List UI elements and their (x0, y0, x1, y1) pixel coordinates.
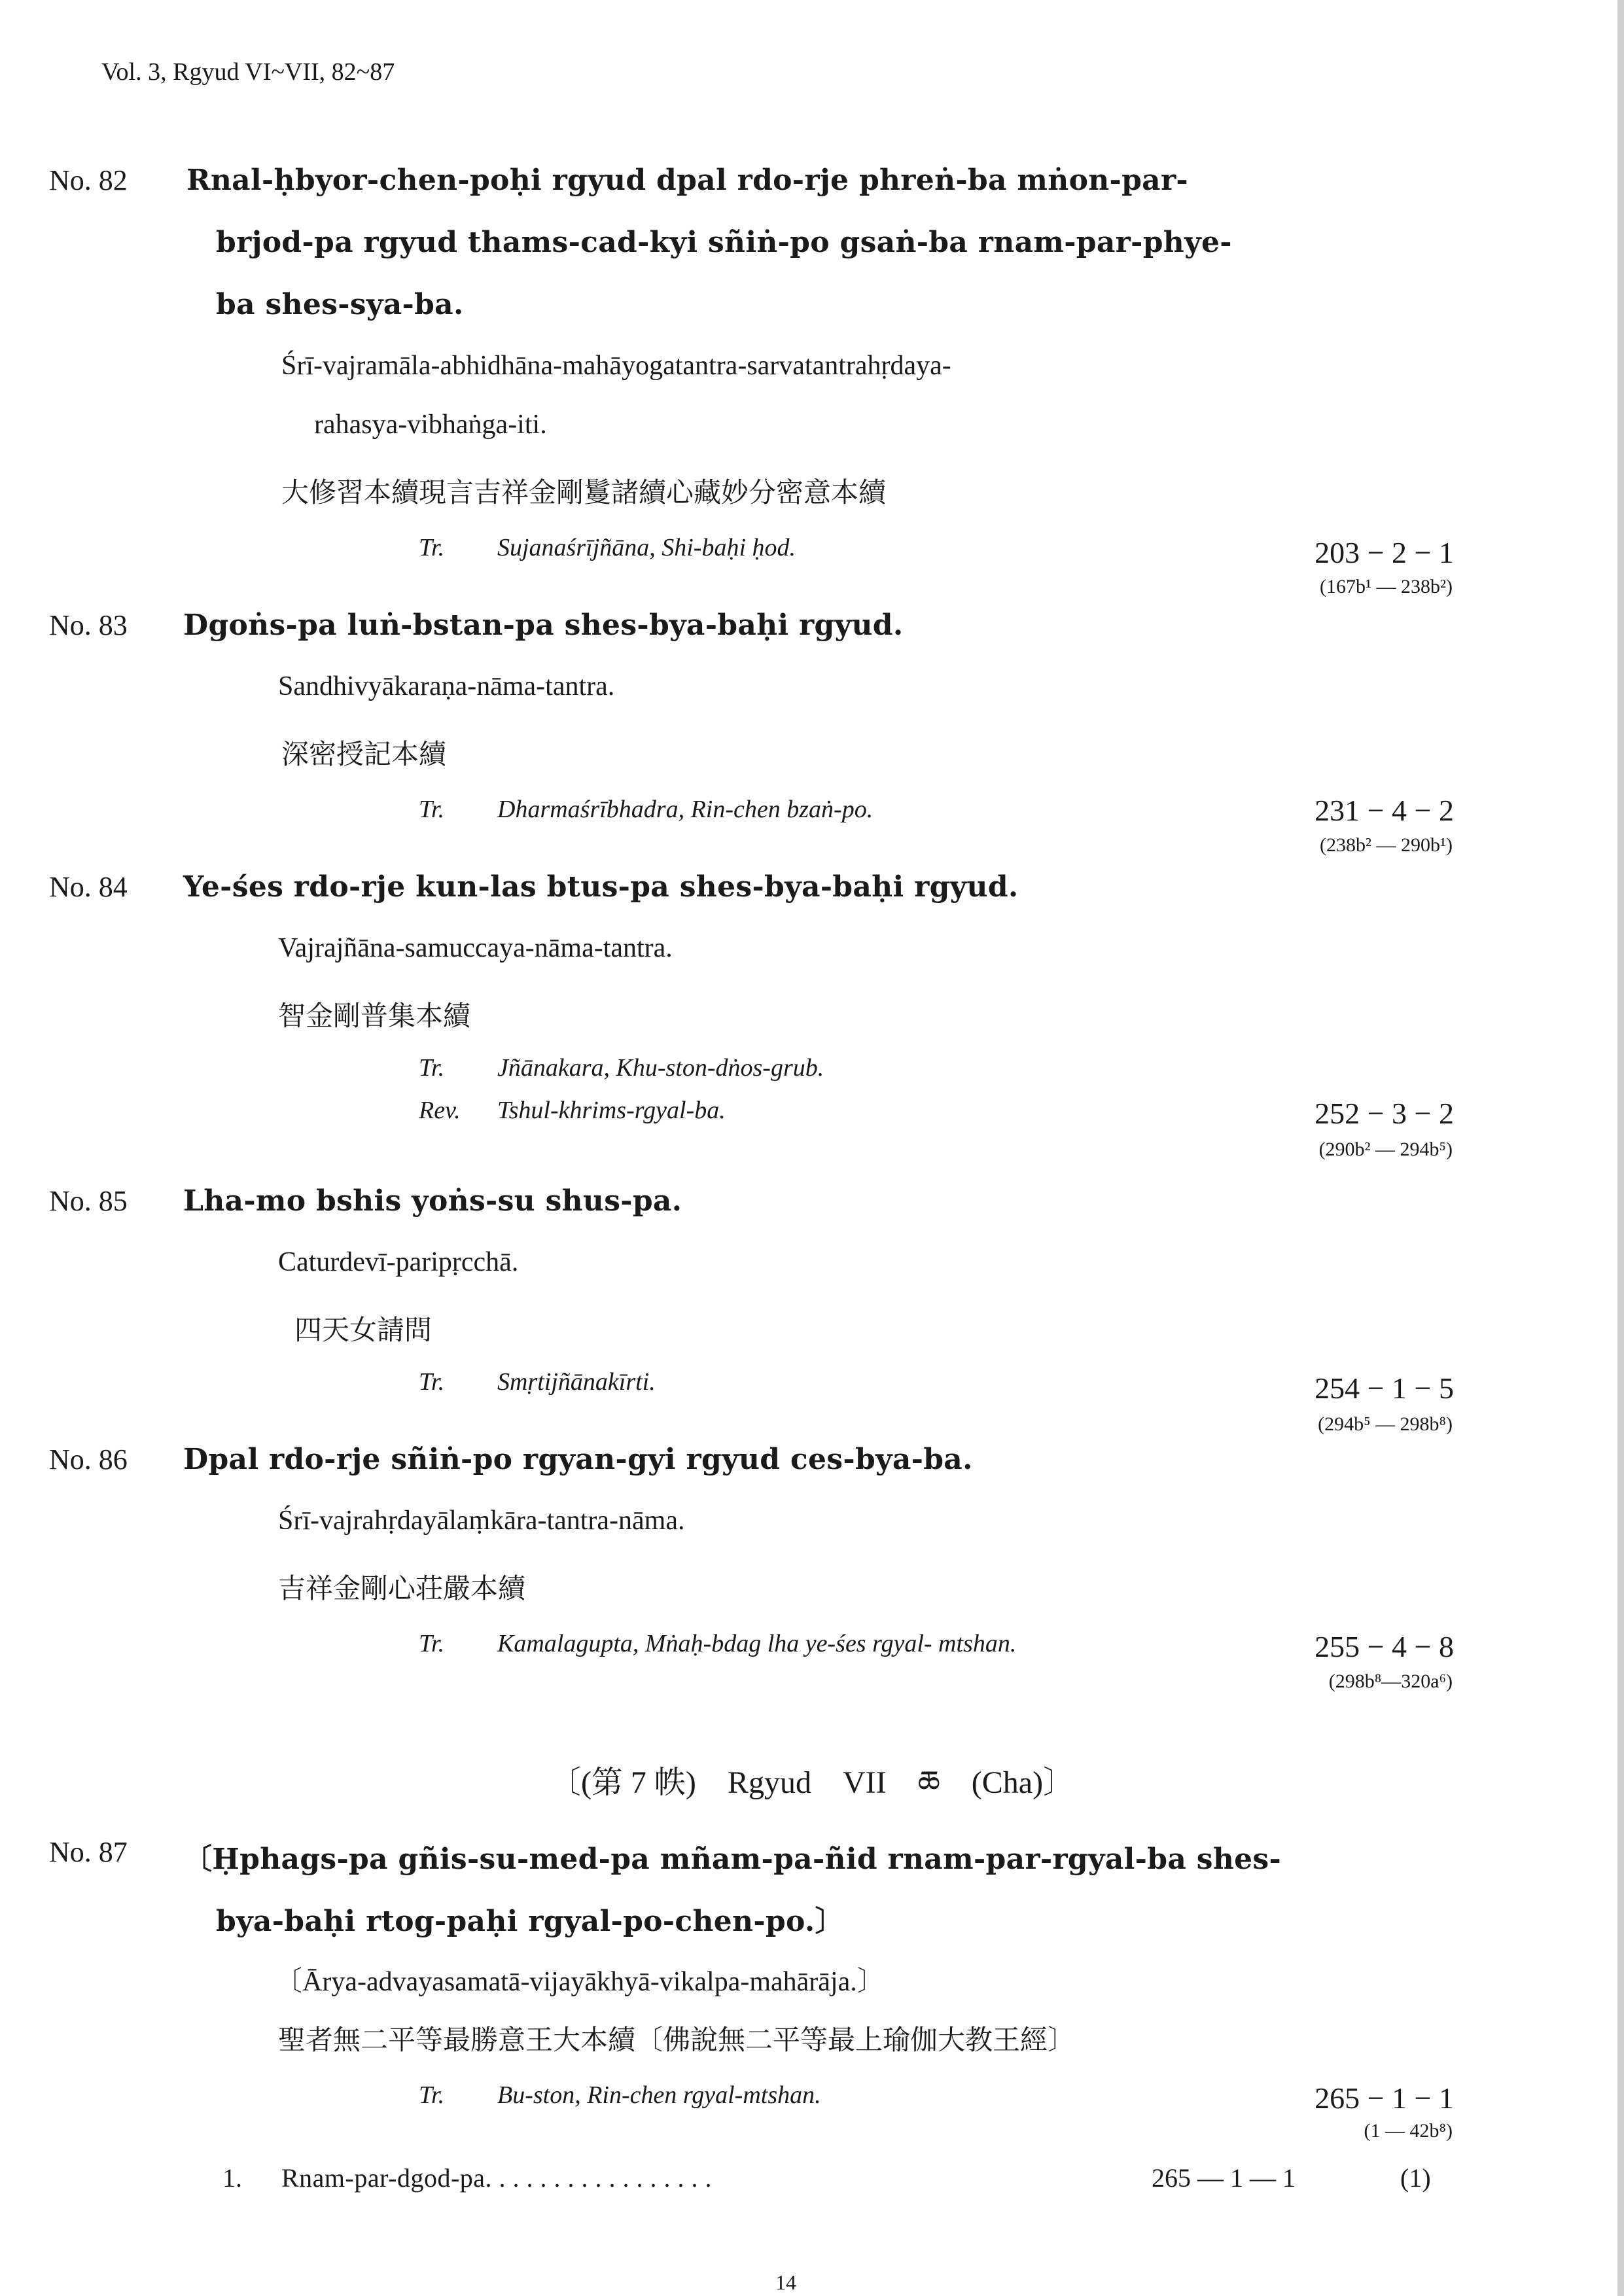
page-reference: 265 − 1 − 1 (1315, 2081, 1454, 2115)
folio-range: (1 — 42b⁸) (1364, 2120, 1453, 2142)
tibetan-title-line: bya-baḥi rtog-paḥi rgyal-po-chen-po.〕 (216, 1905, 844, 1938)
chinese-title: 大修習本續現言吉祥金剛鬘諸續心藏妙分密意本續 (281, 476, 887, 508)
tibetan-title-line: ba shes-sya-ba. (216, 288, 464, 321)
page-number: 14 (775, 2270, 796, 2294)
chinese-title: 聖者無二平等最勝意王大本續〔佛說無二平等最上瑜伽大教王經〕 (278, 2024, 1076, 2056)
page-reference: 255 − 4 − 8 (1315, 1630, 1454, 1663)
toc-label: Rnam-par-dgod-pa. . . . . . . . . . . . . . . . . (281, 2163, 713, 2193)
sanskrit-title-line: rahasya-vibhaṅga-iti. (314, 410, 547, 440)
reviser-label: Rev. (419, 1097, 461, 1124)
page-reference: 252 − 3 − 2 (1315, 1097, 1454, 1130)
chinese-title: 深密授記本續 (281, 738, 447, 770)
sanskrit-title-line: Śrī-vajramāla-abhidhāna-mahāyogatantra-sarvatantrahṛdaya- (281, 351, 951, 381)
section-rgyud: Rgyud (727, 1765, 811, 1800)
entry-number: No. 87 (49, 1836, 128, 1868)
translator-label: Tr. (419, 2081, 445, 2109)
section-volume-number: VII (842, 1765, 887, 1800)
toc-page-reference: 265 — 1 — 1 (1152, 2163, 1296, 2193)
entry-number: No. 83 (49, 609, 128, 641)
section-volume-label: 〔(第 7 帙) (549, 1765, 696, 1800)
tibetan-title-line: Rnal-ḥbyor-chen-poḥi rgyud dpal rdo-rje phreṅ-ba mṅon-par- (186, 164, 1188, 197)
toc-section-number: (1) (1400, 2163, 1431, 2193)
translator-label: Tr. (419, 1368, 445, 1396)
tibetan-title-line: Lha-mo bshis yoṅs-su shus-pa. (183, 1184, 682, 1218)
translator-names: Kamalagupta, Mṅaḥ-bdag lha ye-śes rgyal- mtshan. (497, 1630, 1017, 1657)
tibetan-title-line: Dpal rdo-rje sñiṅ-po rgyan-gyi rgyud ces-bya-ba. (183, 1443, 973, 1476)
folio-range: (298b⁸—320a⁶) (1328, 1670, 1453, 1692)
chinese-title: 智金剛普集本續 (278, 1000, 471, 1032)
translator-names: Sujanaśrījñāna, Shi-baḥi ḥod. (497, 534, 796, 561)
chinese-title: 吉祥金剛心荘嚴本續 (278, 1572, 526, 1604)
folio-range: (290b² — 294b⁵) (1318, 1139, 1453, 1160)
toc-number: 1. (222, 2163, 242, 2193)
translator-names: Smṛtijñānakīrti. (497, 1368, 656, 1396)
page-reference: 254 − 1 − 5 (1315, 1371, 1454, 1405)
chinese-title: 四天女請問 (294, 1314, 432, 1346)
sanskrit-title-line: Vajrajñāna-samuccaya-nāma-tantra. (278, 933, 673, 963)
tibetan-title-line: Dgoṅs-pa luṅ-bstan-pa shes-bya-baḥi rgyud. (183, 609, 904, 642)
folio-range: (238b² — 290b¹) (1320, 834, 1453, 856)
translator-names: Bu-ston, Rin-chen rgyal-mtshan. (497, 2081, 821, 2109)
running-header: Vol. 3, Rgyud VI~VII, 82~87 (101, 58, 395, 86)
page-reference: 231 − 4 − 2 (1315, 794, 1454, 827)
translator-names: Jñānakara, Khu-ston-dṅos-grub. (497, 1054, 824, 1082)
reviser-names: Tshul-khrims-rgyal-ba. (497, 1097, 726, 1124)
section-cha: (Cha)〕 (971, 1765, 1075, 1800)
translator-label: Tr. (419, 796, 445, 823)
entry-number: No. 85 (49, 1185, 128, 1217)
section-heading (0, 1747, 1624, 1835)
translator-label: Tr. (419, 1630, 445, 1657)
sanskrit-title-line: Sandhivyākaraṇa-nāma-tantra. (278, 671, 615, 701)
folio-range: (167b¹ — 238b²) (1320, 576, 1453, 597)
section-tibetan-letter: ཆ (917, 1764, 940, 1801)
folio-range: (294b⁵ — 298b⁸) (1318, 1413, 1453, 1435)
page-reference: 203 − 2 − 1 (1315, 536, 1454, 569)
entry-number: No. 84 (49, 871, 128, 903)
entry-number: No. 82 (49, 164, 128, 196)
sanskrit-title: 〔Ārya-advayasamatā-vijayākhyā-vikalpa-mahārāja.〕 (275, 1967, 885, 1997)
tibetan-title-line: Ye-śes rdo-rje kun-las btus-pa shes-bya-baḥi rgyud. (183, 870, 1019, 904)
sanskrit-title-line: Caturdevī-paripṛcchā. (278, 1247, 519, 1277)
translator-label: Tr. (419, 1054, 445, 1082)
translator-label: Tr. (419, 534, 445, 561)
page-edge (1617, 0, 1624, 2296)
entry-number: No. 86 (49, 1443, 128, 1475)
sanskrit-title-line: Śrī-vajrahṛdayālaṃkāra-tantra-nāma. (278, 1506, 685, 1536)
tibetan-title-line: brjod-pa rgyud thams-cad-kyi sñiṅ-po gsaṅ-ba rnam-par-phye- (216, 226, 1232, 259)
tibetan-title-line: 〔Ḥphags-pa gñis-su-med-pa mñam-pa-ñid rnam-par-rgyal-ba shes- (183, 1843, 1282, 1876)
translator-names: Dharmaśrībhadra, Rin-chen bzaṅ-po. (497, 796, 874, 823)
